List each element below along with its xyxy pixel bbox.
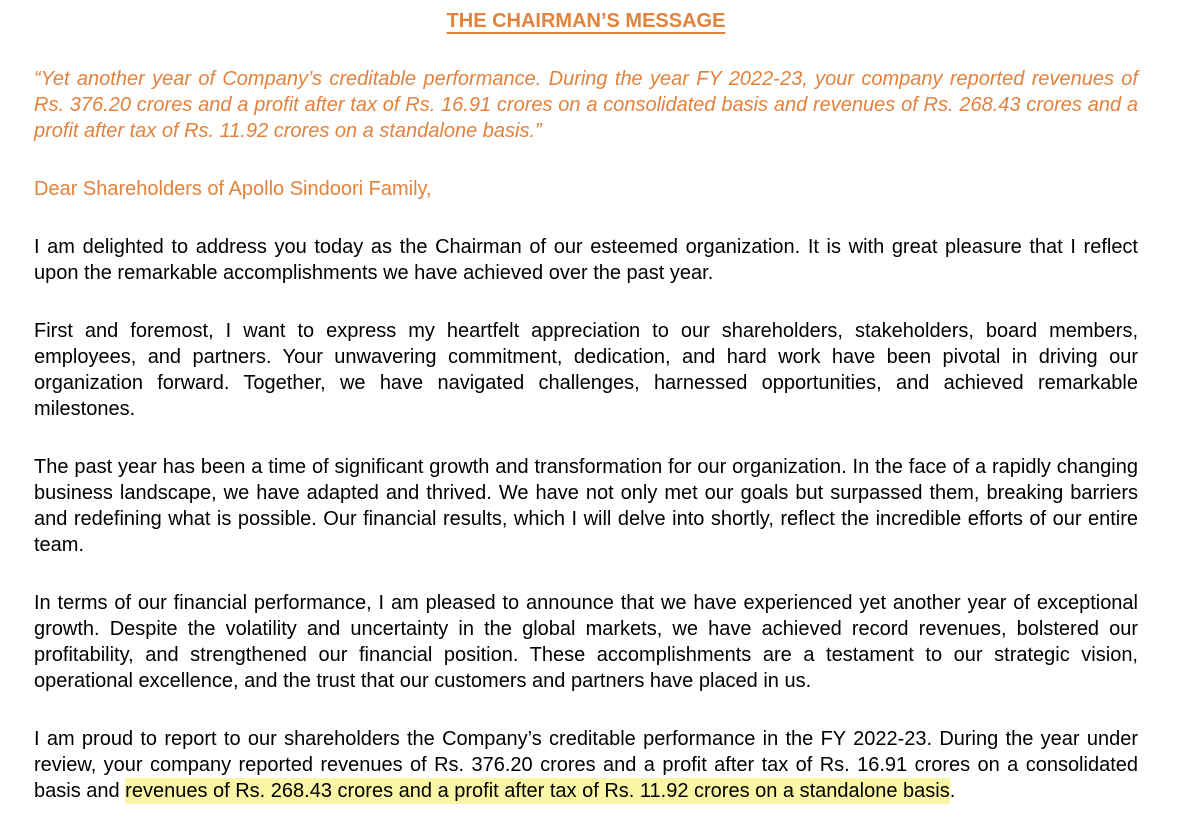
page-title: THE CHAIRMAN’S MESSAGE [446,10,726,32]
paragraph-5-period: . [949,780,956,802]
highlighted-text: revenues of Rs. 268.43 crores and a profit after tax of Rs. 11.92 crores on a standalone basis [125,780,950,802]
paragraph-5-text: I am proud to report to our shareholders the Company’s creditable performance in the FY 2022-23. During the year under review, your company reported revenues of Rs. 376.20 crores and a profit after tax of Rs. 16.91 crores on a consolidated basis and [34,728,1138,802]
salutation: Dear Shareholders of Apollo Sindoori Family, [34,178,432,200]
paragraph-3: The past year has been a time of significant growth and transformation for our organization. In the face of a rapidly changing business landscape, we have adapted and thrived. We have not only met our goals but surpassed them, breaking barriers and redefining what is possible. Our financial results, which I will delve into shortly, reflect the incredible efforts of our entire team. [34,456,1138,556]
paragraph-4: In terms of our financial performance, I am pleased to announce that we have experienced yet another year of exceptional growth. Despite the volatility and uncertainty in the global markets, we have achieved record revenues, bolstered our profitability, and strengthened our financial position. These accomplishments are a testament to our strategic vision, operational excellence, and the trust that our customers and partners have placed in us. [34,592,1138,692]
paragraph-5 [34,726,1138,804]
paragraph-2: First and foremost, I want to express my heartfelt appreciation to our shareholders, stakeholders, board members, employees, and partners. Your unwavering commitment, dedication, and hard work have been pivotal in driving our organization forward. Together, we have navigated challenges, harnessed opportunities, and achieved remarkable milestones. [34,320,1138,420]
chairman-quote: “Yet another year of Company’s creditable performance. During the year FY 2022-23, your company reported revenues of Rs. 376.20 crores and a profit after tax of Rs. 16.91 crores on a consolidated basis and revenues of Rs. 268.43 crores and a profit after tax of Rs. 11.92 crores on a standalone basis.” [34,68,1138,142]
paragraph-1: I am delighted to address you today as the Chairman of our esteemed organization. It is with great pleasure that I reflect upon the remarkable accomplishments we have achieved over the past year. [34,236,1138,284]
